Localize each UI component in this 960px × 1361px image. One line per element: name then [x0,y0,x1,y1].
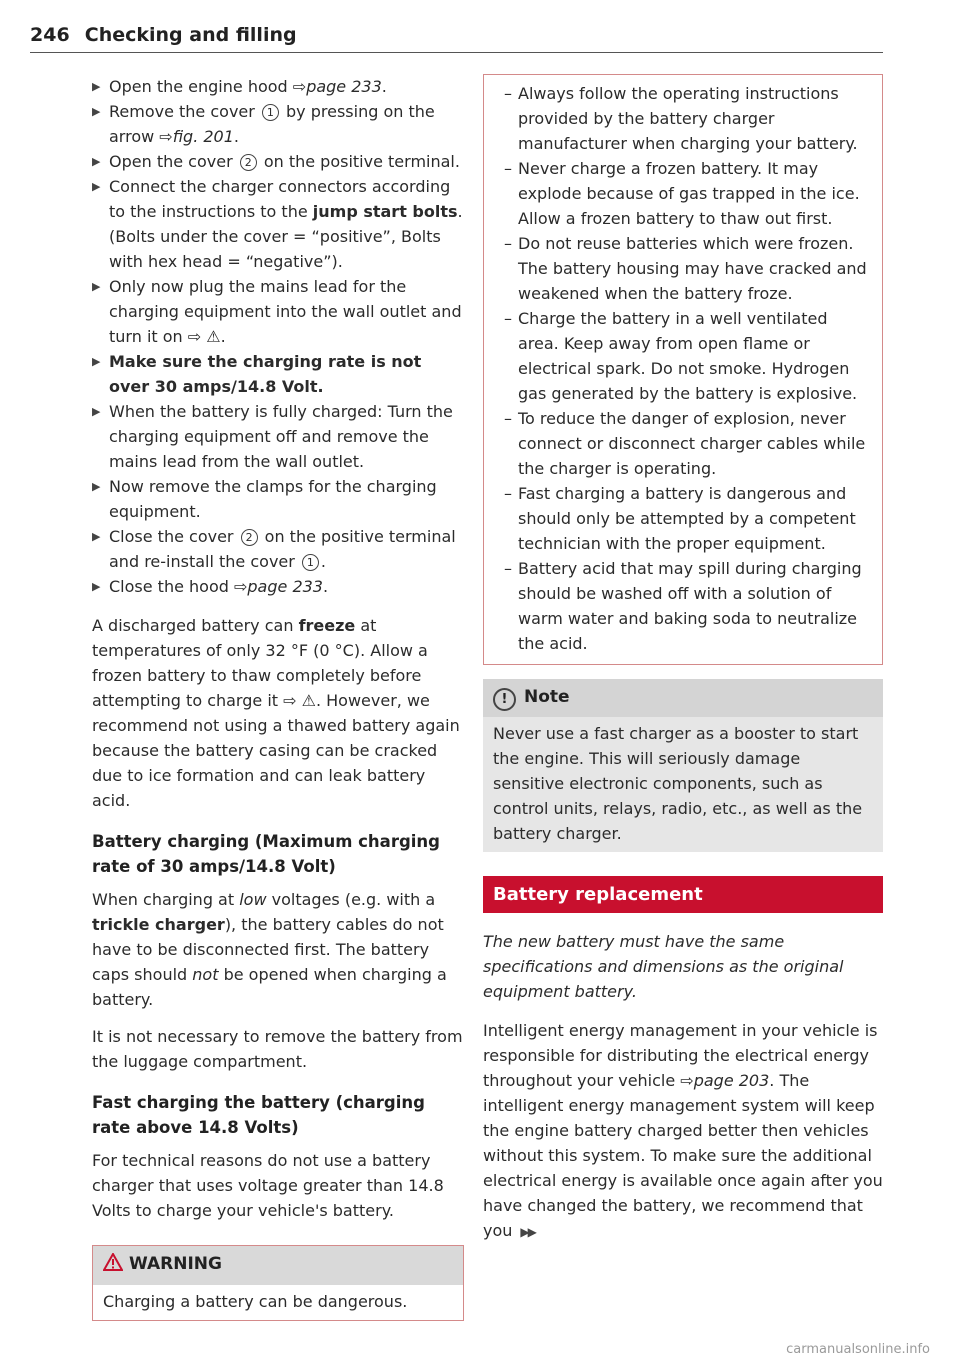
step-fully-charged: ▶ When the battery is fully charged: Turn the charging equipment off and remove the mains lead from the wall outlet. [92,399,464,474]
step-connect-charger: ▶ Connect the charger connectors according to the instructions to the jump start bolts. (Bolts under the cover = “positive”, Bolts with hex head = “negative”). [92,174,464,274]
note-header: ! Note [483,679,883,717]
note-text: Never use a fast charger as a booster to start the engine. This will seriously damage sensitive electronic components, such as control units, relays, radio, etc., as well as the battery charger. [493,724,863,843]
bullet-arrow-icon: ▶ [92,180,101,193]
procedure-steps [92,74,464,599]
page-number: 246 [30,24,70,46]
step-close-hood: ▶ Close the hood ⇨page 233. [92,574,464,599]
warning-list [504,81,870,656]
bullet-arrow-icon: ▶ [92,155,101,168]
energy-management-paragraph: Intelligent energy management in your vehicle is responsible for distributing the electrical energy throughout your vehicle ⇨page 203. The intelligent energy management system will keep the engine battery charged better then vehicles without this system. To make sure the additional electrical energy is available once again after you have changed the battery, we recommend that you ▶▶ [483,1018,883,1245]
warning-item: – Battery acid that may spill during charging should be washed off with a solution of warm water and baking soda to neutralize the acid. [504,559,862,653]
heading-max-charging: Battery charging (Maximum charging rate of 30 amps/14.8 Volt) [92,832,440,876]
warning-box [92,1245,464,1321]
continue-arrow-icon: ▶▶ [520,1225,535,1239]
warning-text: Charging a battery can be dangerous. [103,1292,408,1311]
bullet-arrow-icon: ▶ [92,280,101,293]
right-column [483,74,883,1245]
callout-1-icon: 1 [302,554,319,571]
bullet-arrow-icon: ▶ [92,480,101,493]
bullet-arrow-icon: ▶ [92,530,101,543]
step-open-hood: ▶ Open the engine hood ⇨page 233. [92,74,464,99]
footer-watermark: carmanualsonline.info [786,1342,930,1357]
bullet-arrow-icon: ▶ [92,355,101,368]
bullet-arrow-icon: ▶ [92,580,101,593]
step-close-cover: ▶ Close the cover 2 on the positive terminal and re-install the cover 1 . [92,524,464,574]
section-intro: The new battery must have the same specifications and dimensions as the original equipment battery. [483,932,844,1001]
callout-2-icon: 2 [240,154,257,171]
step-remove-cover: ▶ Remove the cover 1 by pressing on the arrow ⇨fig. 201. [92,99,464,149]
warning-item: – Charge the battery in a well ventilated area. Keep away from open flame or electrical spark. Do not smoke. Hydrogen gas generated by the battery is explosive. [504,309,858,403]
fast-charging-paragraph: For technical reasons do not use a battery charger that uses voltage greater than 14.8 Volts to charge your vehicle's battery. [92,1151,444,1220]
warning-item: – Always follow the operating instructions provided by the battery charger manufacturer when charging your battery. [504,84,858,153]
note-box [483,679,883,852]
warning-item: – Do not reuse batteries which were frozen. The battery housing may have cracked and weakened when the battery froze. [504,234,867,303]
warning-link[interactable]: ⇨ ⚠ [283,691,316,710]
page-header [30,24,883,46]
callout-1-icon: 1 [262,104,279,121]
figure-link[interactable]: ⇨fig. 201 [159,127,234,146]
step-remove-clamps: ▶ Now remove the clamps for the charging equipment. [92,474,464,524]
warning-header: WARNING [93,1246,463,1285]
step-open-terminal-cover: ▶ Open the cover 2 on the positive terminal. [92,149,464,174]
bullet-arrow-icon: ▶ [92,105,101,118]
remove-battery-paragraph: It is not necessary to remove the battery from the luggage compartment. [92,1027,463,1071]
warning-item: – Fast charging a battery is dangerous and should only be attempted by a competent technician with the proper equipment. [504,484,856,553]
page-link[interactable]: ⇨page 203 [680,1071,770,1090]
heading-fast-charging: Fast charging the battery (charging rate above 14.8 Volts) [92,1093,425,1137]
left-column [92,74,464,1321]
header-rule [30,52,883,53]
freeze-paragraph: A discharged battery can freeze at temperatures of only 32 °F (0 °C). Allow a frozen battery to thaw completely before attempting to charge it ⇨ ⚠. However, we recommend not using a thawed battery again because the battery casing can be cracked due to ice formation and can leak battery acid. [92,616,460,810]
warning-item: – To reduce the danger of explosion, never connect or disconnect charger cables while the charger is operating. [504,409,866,478]
bullet-arrow-icon: ▶ [92,80,101,93]
page-title: Checking and filling [84,24,297,46]
bullet-arrow-icon: ▶ [92,405,101,418]
warning-continuation-box [483,74,883,665]
info-circle-icon: ! [493,688,516,711]
step-charging-rate: ▶ Make sure the charging rate is not over 30 amps/14.8 Volt. [92,349,464,399]
page-link[interactable]: ⇨page 233 [292,77,382,96]
low-voltage-paragraph: When charging at low voltages (e.g. with a trickle charger), the battery cables do not have to be disconnected first. The battery caps should not be opened when charging a battery. [92,890,447,1009]
step-plug-mains: ▶ Only now plug the mains lead for the charging equipment into the wall outlet and turn it on ⇨ ⚠. [92,274,464,349]
page-link[interactable]: ⇨page 233 [233,577,323,596]
warning-triangle-icon [103,1253,123,1279]
section-title-banner: Battery replacement [483,876,883,913]
warning-link[interactable]: ⇨ ⚠ [187,327,221,346]
warning-item: – Never charge a frozen battery. It may explode because of gas trapped in the ice. Allow a frozen battery to thaw out first. [504,159,860,228]
callout-2-icon: 2 [241,529,258,546]
